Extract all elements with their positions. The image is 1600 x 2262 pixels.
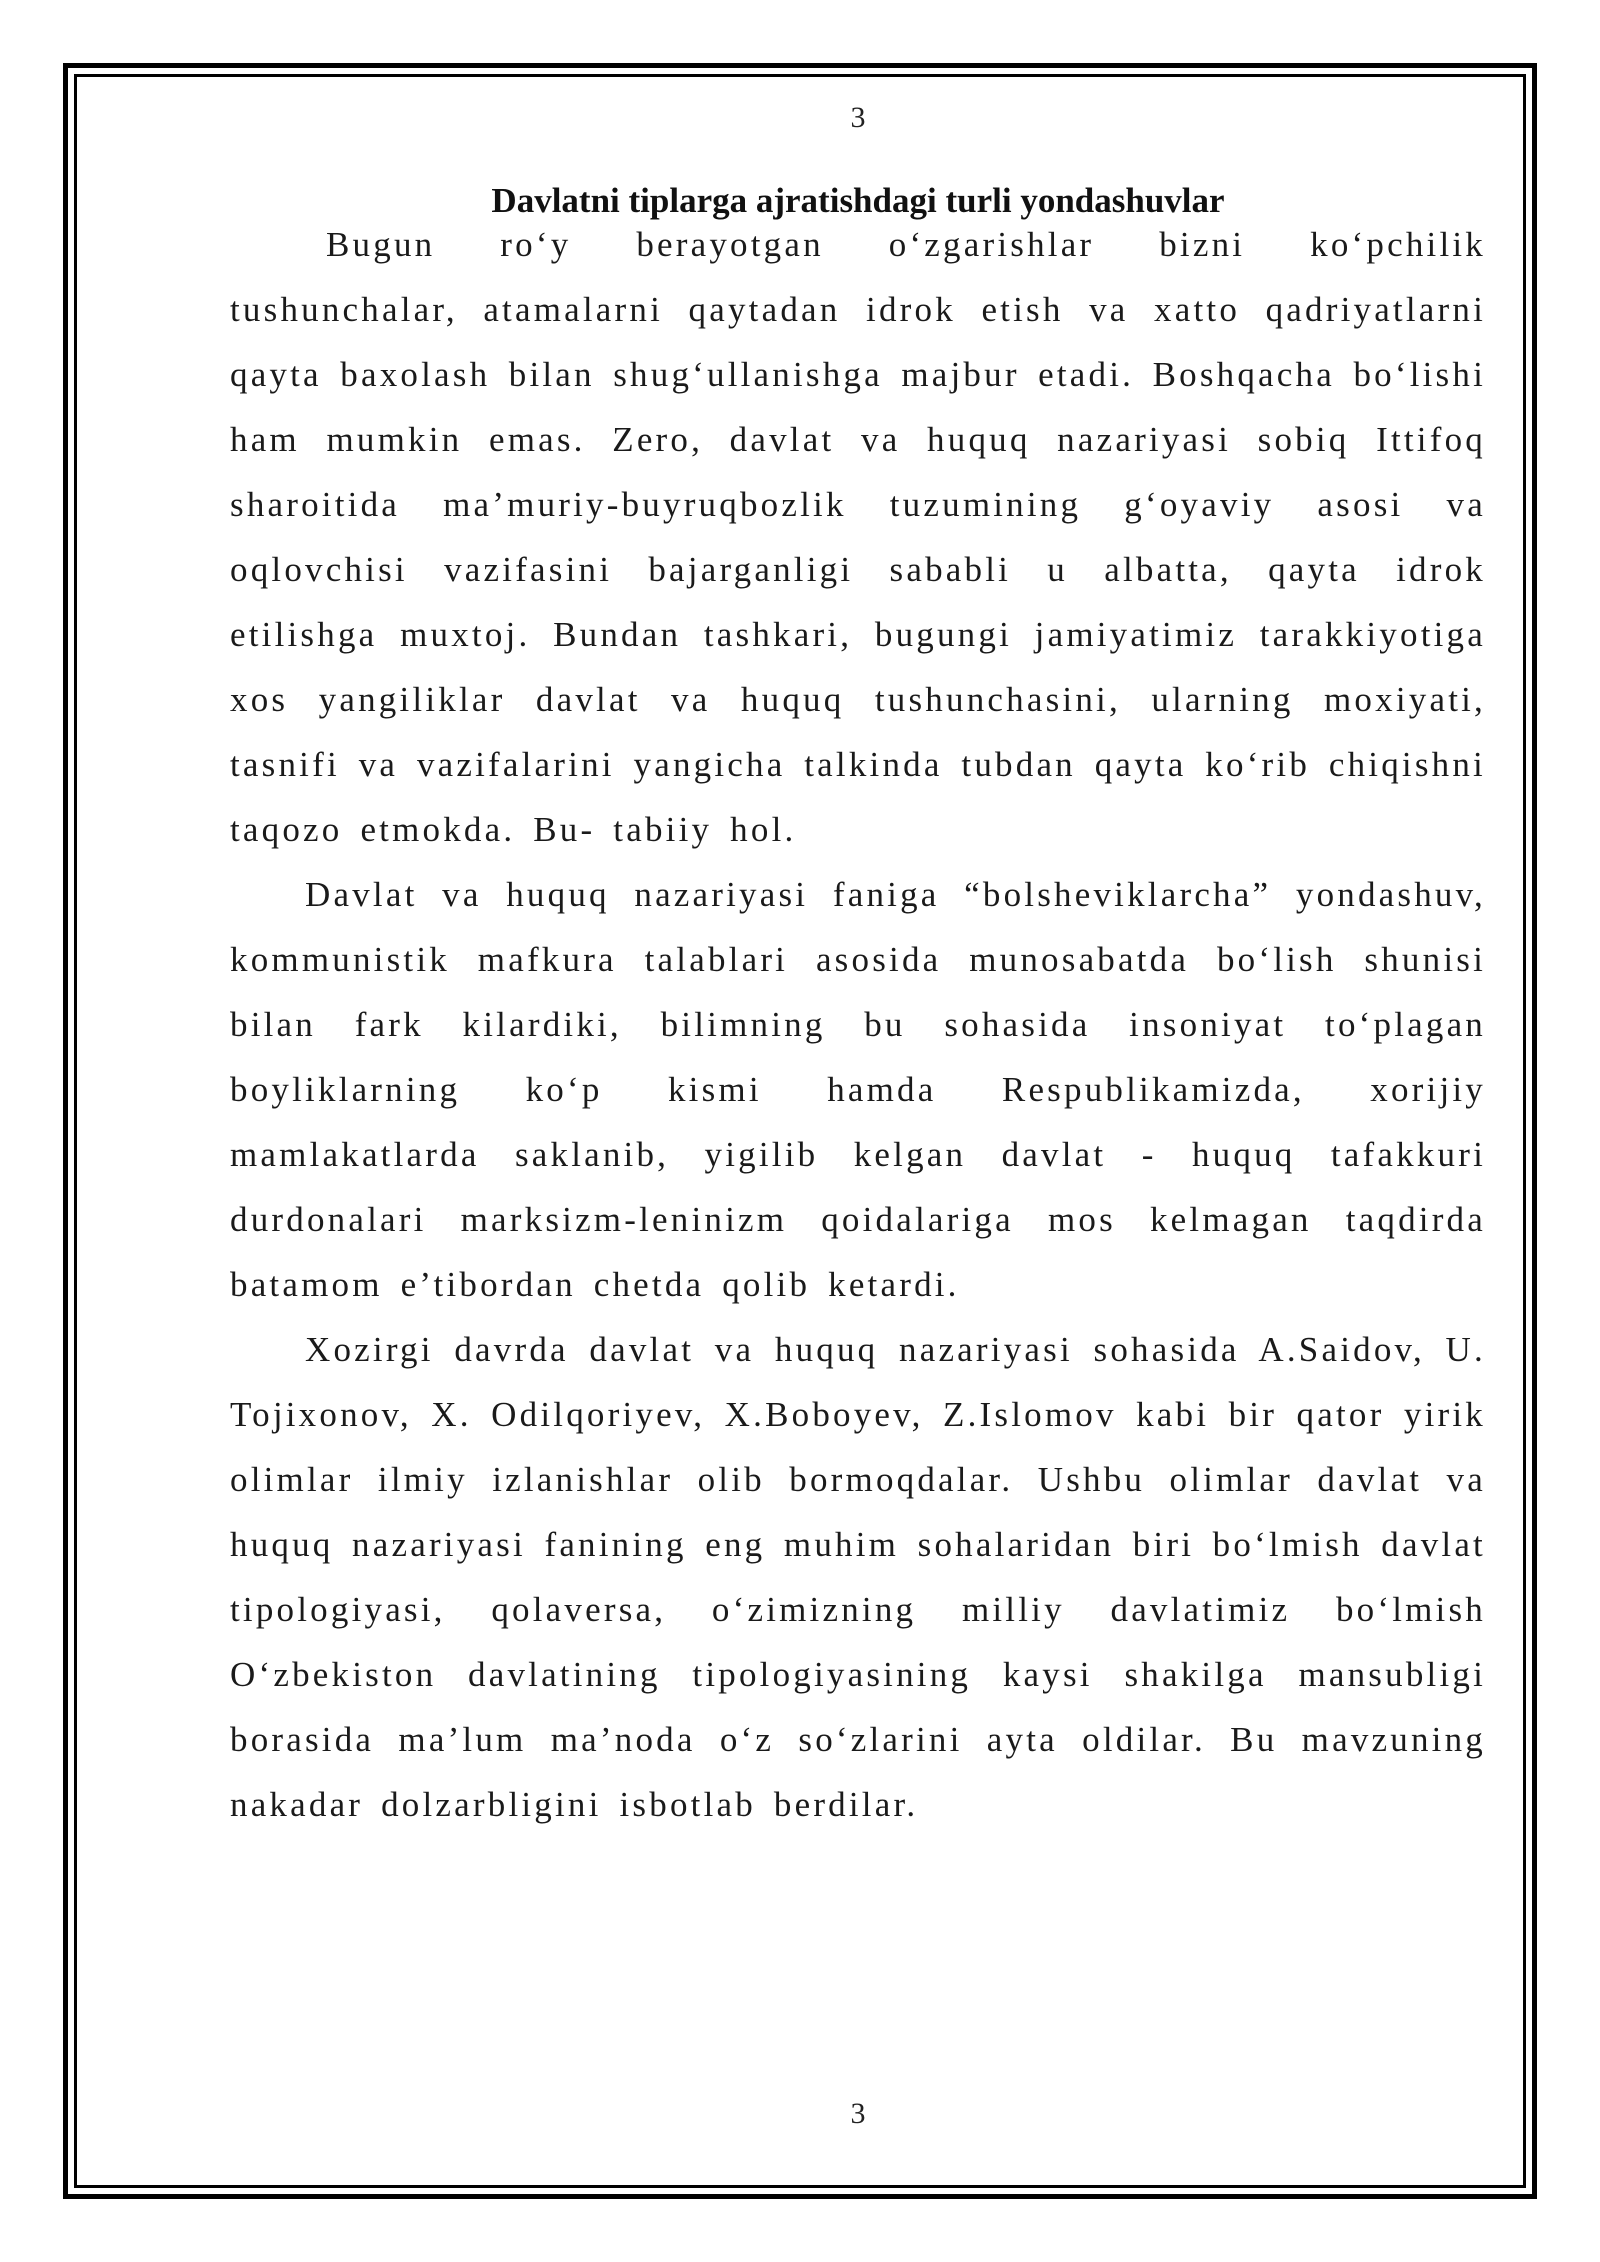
page-number-top: 3 [850, 101, 866, 134]
paragraph-2: Davlat va huquq nazariyasi faniga “bolsheviklarcha” yondashuv, kommunistik mafkura talablari asosida munosabatda bo‘lish shunisi bilan fark kilardiki, bilimning bu sohasida insoniyat to‘plagan boyliklarning ko‘p kismi hamda Respublikamizda, xorijiy mamlakatlarda saklanib, yigilib kelgan davlat - huquq tafakkuri durdonalari marksizm-leninizm qoidalariga mos kelmagan taqdirda batamom e’tibordan chetda qolib ketardi. [230, 875, 1486, 1304]
page-number-bottom: 3 [850, 2097, 866, 2130]
paragraph-1: Bugun ro‘y berayotgan o‘zgarishlar bizni ko‘pchilik tushunchalar, atamalarni qaytadan idrok etish va xatto qadriyatlarni qayta baxolash bilan shug‘ullanishga majbur etadi. Boshqacha bo‘lishi ham mumkin emas. Zero, davlat va huquq nazariyasi sobiq Ittifoq sharoitida ma’muriy-buyruqbozlik tuzumining g‘oyaviy asosi va oqlovchisi vazifasini bajarganligi sababli u albatta, qayta idrok etilishga muxtoj. Bundan tashkari, bugungi jamiyatimiz tarakkiyotiga xos yangiliklar davlat va huquq tushunchasini, ularning moxiyati, tasnifi va vazifalarini yangicha talkinda tubdan qayta ko‘rib chiqishni taqozo etmokda. Bu- tabiiy hol. [230, 225, 1486, 849]
paragraph-3: Xozirgi davrda davlat va huquq nazariyasi sohasida A.Saidov, U. Tojixonov, X. Odilqoriyev, X.Boboyev, Z.Islomov kabi bir qator yirik olimlar ilmiy izlanishlar olib bormoqdalar. Ushbu olimlar davlat va huquq nazariyasi fanining eng muhim sohalaridan biri bo‘lmish davlat tipologiyasi, qolaversa, o‘zimizning milliy davlatimiz bo‘lmish O‘zbekiston davlatining tipologiyasining kaysi shakilga mansubligi borasida ma’lum ma’noda o‘z so‘zlarini ayta oldilar. Bu mavzuning nakadar dolzarbligini isbotlab berdilar. [230, 1330, 1486, 1824]
document-title: Davlatni tiplarga ajratishdagi turli yondashuvlar [491, 181, 1225, 221]
document-body [230, 212, 1486, 1837]
